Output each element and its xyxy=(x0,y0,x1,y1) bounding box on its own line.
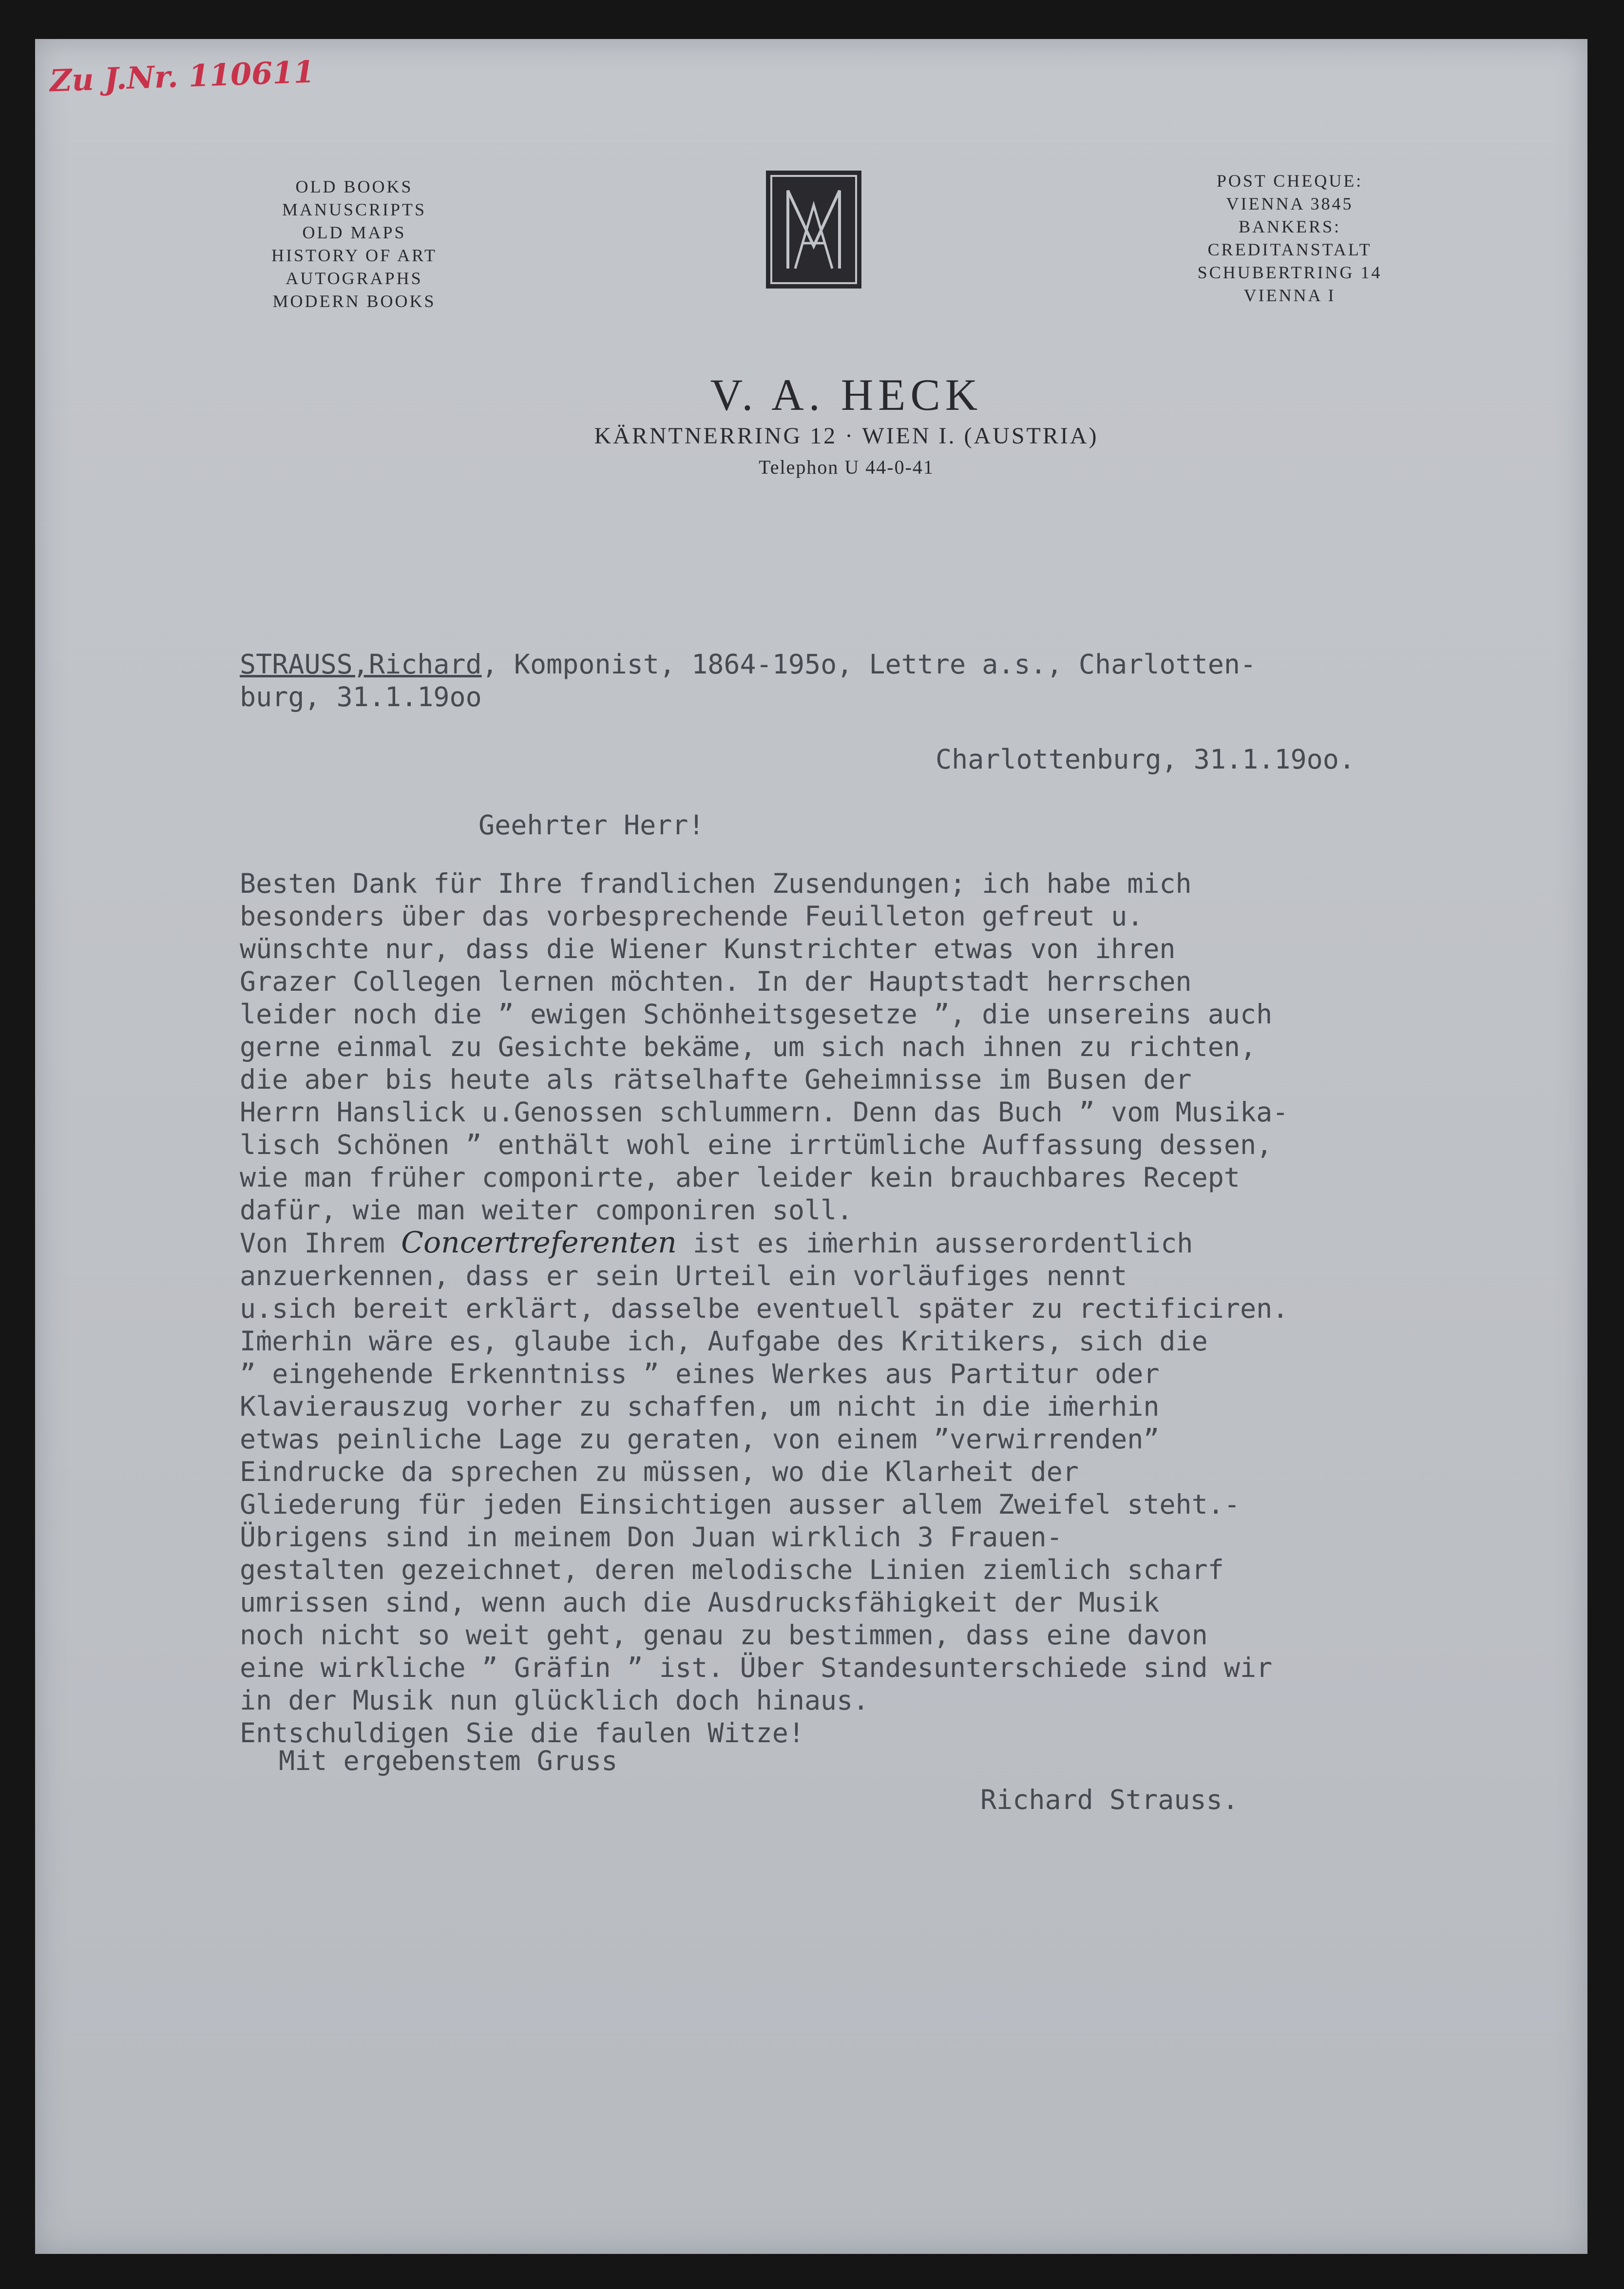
body-line: gestalten gezeichnet, deren melodische Linien ziemlich scharf xyxy=(240,1554,1224,1585)
body-line: etwas peinliche Lage zu geraten, von einem ”verwirrenden” xyxy=(240,1423,1160,1455)
body-line: anzuerkennen, dass er sein Urteil ein vorläufiges nennt xyxy=(240,1260,1127,1291)
body-line: eine wirkliche ” Gräfin ” ist. Über Standesunterschiede sind wir xyxy=(240,1652,1273,1683)
letter-body xyxy=(240,867,1288,1750)
letterhead-service-item: OLD BOOKS xyxy=(295,177,413,196)
body-line: Übrigens sind in meinem Don Juan wirklich 3 Frauen- xyxy=(240,1521,1063,1553)
letterhead-banking-item: VIENNA I xyxy=(1243,286,1336,305)
salutation: Geehrter Herr! xyxy=(478,809,705,841)
body-line: Herrn Hanslick u.Genossen schlummern. Denn das Buch ” vom Musika- xyxy=(240,1096,1289,1128)
letterhead-services xyxy=(210,175,498,313)
body-line: noch nicht so weit geht, genau zu bestimmen, dass eine davon xyxy=(240,1619,1208,1651)
letterhead-banking-item: CREDITANSTALT xyxy=(1207,240,1372,259)
body-line: Eindrucke da sprechen zu müssen, wo die Klarheit der xyxy=(240,1456,1079,1487)
body-line: Klavierauszug vorher zu schaffen, um nicht in die iṁerhin xyxy=(240,1391,1160,1422)
letter-sheet xyxy=(35,39,1587,2254)
catalogue-heading xyxy=(240,648,1256,713)
closing: Mit ergebenstem Gruss xyxy=(279,1745,618,1776)
heading-description: , Komponist, 1864-195o, Lettre a.s., Charlotten- xyxy=(481,649,1257,680)
letterhead-banking-item: VIENNA 3845 xyxy=(1226,194,1354,213)
body-line: besonders über das vorbesprechende Feuilleton gefreut u. xyxy=(240,901,1144,932)
monogram-va-logo-svg xyxy=(768,173,859,286)
body-line-start: Von Ihrem xyxy=(240,1228,401,1259)
heading-date: burg, 31.1.19oo xyxy=(240,681,482,712)
letterhead-service-item: OLD MAPS xyxy=(302,223,406,242)
handwritten-insertion: Concertreferenten xyxy=(401,1226,677,1260)
body-line: in der Musik nun glücklich doch hinaus. xyxy=(240,1685,869,1716)
body-line-end: ist es iṁerhin ausserordentlich xyxy=(676,1228,1193,1259)
body-line: lisch Schönen ” enthält wohl eine irrtümliche Auffassung dessen, xyxy=(240,1129,1273,1160)
letterhead-service-item: MANUSCRIPTS xyxy=(282,200,427,219)
body-line: Besten Dank für Ihre frandlichen Zusendungen; ich habe mich xyxy=(240,868,1192,899)
body-line: ” eingehende Erkenntniss ” eines Werkes aus Partitur oder xyxy=(240,1358,1160,1389)
letterhead-service-item: HISTORY OF ART xyxy=(271,246,437,265)
body-line: Grazer Collegen lernen möchten. In der Hauptstadt herrschen xyxy=(240,966,1192,997)
letterhead-banking xyxy=(1146,170,1433,307)
letterhead-service-item: AUTOGRAPHS xyxy=(286,269,423,288)
firm-telephone: Telephon U 44-0-41 xyxy=(759,456,934,478)
letterhead-banking-item: SCHUBERTRING 14 xyxy=(1197,263,1382,282)
heading-name: STRAUSS,Richard xyxy=(240,649,482,680)
body-line: dafür, wie man weiter componiren soll. xyxy=(240,1194,853,1226)
letterhead-service-item: MODERN BOOKS xyxy=(272,291,436,311)
letterhead-firm xyxy=(474,370,1219,481)
body-line: wünschte nur, dass die Wiener Kunstrichter etwas von ihren xyxy=(240,933,1176,964)
body-line: leider noch die ” ewigen Schönheitsgesetze ”, die unsereins auch xyxy=(240,999,1273,1030)
firm-address: KÄRNTNERRING 12 · WIEN I. (AUSTRIA) xyxy=(594,423,1099,449)
body-line: gerne einmal zu Gesichte bekäme, um sich nach ihnen zu richten, xyxy=(240,1031,1257,1062)
body-line: die aber bis heute als rätselhafte Geheimnisse im Busen der xyxy=(240,1064,1192,1095)
body-line: Iṁerhin wäre es, glaube ich, Aufgabe des Kritikers, sich die xyxy=(240,1326,1208,1357)
firm-name: V. A. HECK xyxy=(710,370,983,420)
body-line: u.sich bereit erklärt, dasselbe eventuell später zu rectificiren. xyxy=(240,1293,1289,1324)
body-line: umrissen sind, wenn auch die Ausdrucksfähigkeit der Musik xyxy=(240,1587,1160,1618)
archive-reference-note: Zu J.Nr. 110611 xyxy=(49,54,315,99)
letterhead-banking-item: POST CHEQUE: xyxy=(1216,171,1363,191)
body-line: Entschuldigen Sie die faulen Witze! xyxy=(240,1717,804,1749)
body-line: Gliederung für jeden Einsichtigen ausser allem Zweifel steht.- xyxy=(240,1489,1240,1520)
letter-date: Charlottenburg, 31.1.19oo. xyxy=(936,744,1355,775)
signature: Richard Strauss. xyxy=(980,1784,1239,1815)
letterhead-banking-item: BANKERS: xyxy=(1238,217,1341,236)
body-line: wie man früher componirte, aber leider kein brauchbares Recept xyxy=(240,1162,1240,1193)
monogram-va-logo-icon xyxy=(766,171,861,289)
